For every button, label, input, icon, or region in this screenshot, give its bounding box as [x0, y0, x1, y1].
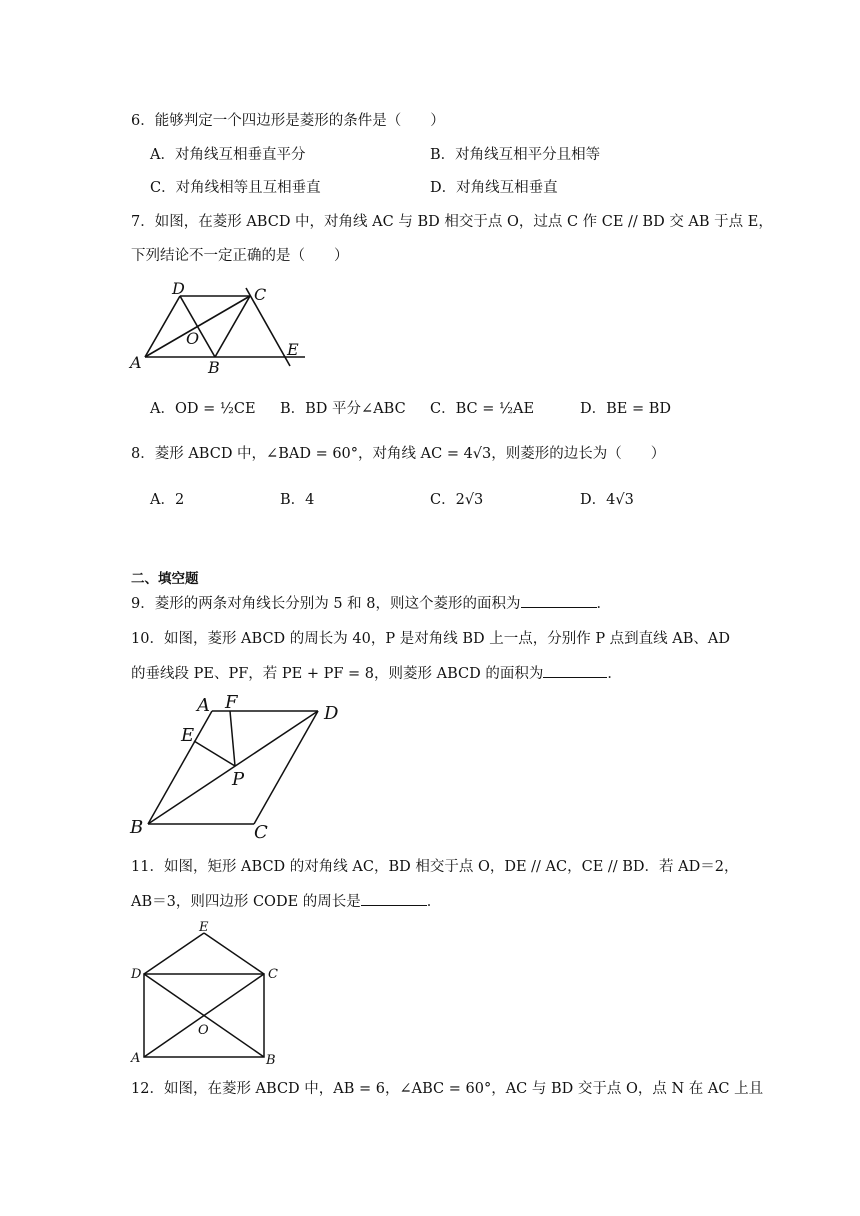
- q10-label-a: A: [197, 695, 210, 716]
- section-title-fill-in: 二、填空题: [131, 571, 199, 587]
- q7-label-d: D: [172, 279, 185, 298]
- q10-label-b: B: [130, 817, 144, 838]
- q10-end: ．: [607, 666, 622, 682]
- q9-end: ．: [596, 596, 612, 612]
- q11-label-o: O: [198, 1023, 209, 1038]
- q7-stem-line2: 下列结论不一定正确的是（ ）: [131, 248, 349, 264]
- q10-label-c: C: [254, 822, 268, 843]
- q6-option-b: B．对角线互相平分且相等: [430, 147, 601, 163]
- q10-label-f: F: [225, 692, 238, 713]
- q7-option-d: D．BE = BD: [580, 401, 672, 417]
- q7-label-a: A: [130, 353, 142, 372]
- q10-stem-line1: 10．如图，菱形 ABCD 的周长为 40，P 是对角线 BD 上一点，分别作 P 点到直线 AB、AD: [131, 631, 731, 647]
- q11-segment-de: [144, 933, 204, 974]
- q7-label-c: C: [254, 285, 267, 304]
- q8-option-c: C．2√3: [430, 492, 484, 508]
- q6-option-a: A．对角线互相垂直平分: [150, 147, 306, 163]
- q10-label-p: P: [232, 769, 245, 790]
- q8-option-b: B．4: [280, 492, 315, 508]
- q8-option-a: A．2: [150, 492, 185, 508]
- q11-label-a: A: [131, 1051, 141, 1066]
- q10-text: 的垂线段 PE、PF，若 PE + PF = 8，则菱形 ABCD 的面积为: [131, 666, 544, 682]
- q7-label-o: O: [186, 329, 200, 348]
- q11-text: AB＝3，则四边形 CODE 的周长是: [131, 894, 361, 910]
- q11-segment-ce: [204, 933, 264, 974]
- q8-stem: 8．菱形 ABCD 中，∠BAD = 60°，对角线 AC = 4√3，则菱形的边长为（ ）: [131, 446, 666, 462]
- q10-label-e: E: [181, 725, 195, 746]
- q6-option-d: D．对角线互相垂直: [430, 180, 558, 196]
- q11-label-c: C: [268, 967, 278, 982]
- q12-stem-line1: 12．如图，在菱形 ABCD 中，AB = 6，∠ABC = 60°，AC 与 BD 交于点 O，点 N 在 AC 上且: [131, 1081, 764, 1097]
- q7-option-c: C．BC = ½AE: [430, 401, 535, 417]
- q9-text: 9．菱形的两条对角线长分别为 5 和 8，则这个菱形的面积为: [131, 596, 521, 612]
- q11-label-b: B: [266, 1053, 276, 1068]
- q7-label-b: B: [208, 358, 220, 377]
- q7-option-b: B．BD 平分∠ABC: [280, 401, 406, 417]
- q11-label-e: E: [199, 920, 209, 935]
- q6-option-c: C．对角线相等且互相垂直: [150, 180, 321, 196]
- q11-stem-line1: 11．如图，矩形 ABCD 的对角线 AC，BD 相交于点 O，DE // AC，CE // BD．若 AD＝2，: [131, 859, 739, 875]
- q10-label-d: D: [324, 703, 339, 724]
- q7-stem-line1: 7．如图，在菱形 ABCD 中，对角线 AC 与 BD 相交于点 O，过点 C 作 CE // BD 交 AB 于点 E，: [131, 214, 773, 230]
- q6-stem: 6．能够判定一个四边形是菱形的条件是（ ）: [131, 113, 445, 129]
- q11-label-d: D: [131, 967, 142, 982]
- q11-end: ．: [426, 894, 442, 910]
- q8-option-d: D．4√3: [580, 492, 634, 508]
- q7-option-a: A．OD = ½CE: [150, 401, 256, 417]
- q7-label-e: E: [287, 340, 299, 359]
